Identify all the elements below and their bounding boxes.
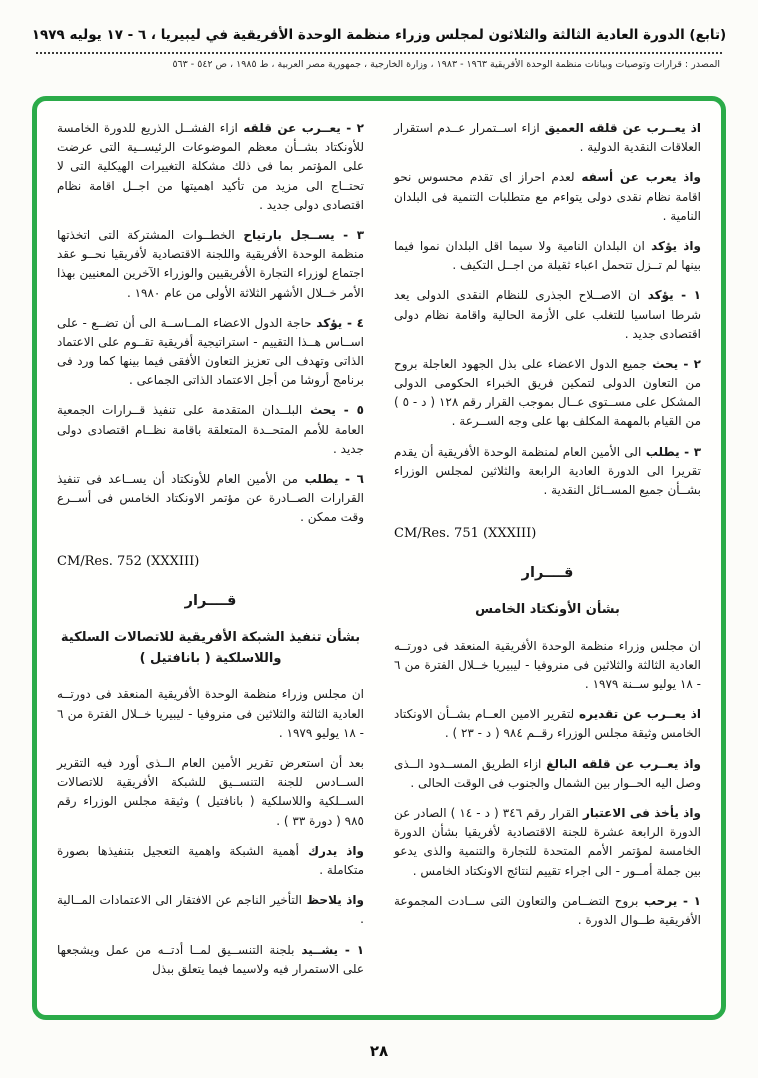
clause-lead: اذ يعــرب عن تقديره (574, 707, 701, 722)
clause-paragraph (57, 891, 364, 929)
item-text: بلجنة التنســيق لمــا أدتــه من عمل ويشجعها على الاستمرار فيه ولاسيما فيما يتعلق ببذل (57, 942, 364, 976)
clause-lead: واذ يعــرب عن قلقه البالغ (541, 756, 701, 771)
page-header (0, 0, 758, 72)
right-column (394, 119, 701, 1001)
clause-lead: واذ يأخذ فى الاعتبار (578, 805, 701, 820)
item-text: الى الأمين العام لمنظمة الوحدة الأفريقية أن يقدم تقريرا الى الدورة العادية الرابعة والثلاثين لمجلس الوزراء بشــأن جميع المســائل النقدية . (394, 444, 701, 497)
item-lead: ١ - يرحب (638, 893, 701, 908)
item-text: بروح التضــامن والتعاون التى ســادت المجموعة الأفريقية طــوال الدورة . (394, 893, 701, 927)
item-text: ان الاصــلاح الجذرى للنظام النقدى الدولى يعد شرطا اساسيا للتغلب على الأزمة الحالية واقامة نظام دولى اقتصادى جديد . (394, 288, 701, 341)
item-text: ازاء الفشــل الذريع للدورة الخامسة للأونكتاد بشــأن معظم الموضوعات الرئيســية التى عرضت على المؤتمر بما فى ذلك مشكلة التغييرات الهيكلية التى لا تحتــاج الى مزيد من تأكيد اهميتها من اجــل اقامة نظام اقتصادى دولى جديد . (57, 121, 364, 212)
clause-paragraph (394, 237, 701, 275)
clause-lead: واذ يؤكد (644, 238, 701, 253)
preamble-paragraph: بعد أن استعرض تقرير الأمين العام الــذى أورد فيه التقرير الســادس للجنة التنســيق للشبكة الأفريقية للاتصالات الســلكية واللاسلكية ( بانافتيل ) وثيقة مجلس الوزراء رقم ٩٨٥ ( دورة ٣٣ ) . (57, 756, 364, 828)
item-lead: ٢ - يحث (646, 356, 701, 371)
clause-text: ازاء اســتمرار عــدم استقرار العلاقات النقدية الدولية . (394, 121, 701, 155)
item-lead: ٤ - يؤكد (311, 315, 364, 330)
resolution-heading: قــــرار (521, 565, 574, 582)
numbered-item (57, 470, 364, 528)
numbered-item (57, 941, 364, 979)
item-text: الخطــوات المشتركة التى اتخذتها منظمة الوحدة الأفريقية واللجنة الاقتصادية لأفريقيا نحــو عقد اجتماع لوزراء التجارة الأفريقيين والوزراء الآخرين المعنيين بهذا الأمر خــلال الأشهر الثلاثة الأولى من عام ١٩٨٠ . (57, 227, 364, 300)
item-lead: ١ - يؤكد (640, 288, 701, 303)
clause-text: التأخير الناجم عن الافتقار الى الاعتمادات المــالية . (57, 893, 364, 927)
clause-lead: واذ يلاحظ (302, 893, 364, 908)
numbered-item (57, 314, 364, 391)
numbered-item (394, 443, 701, 501)
clause-paragraph (394, 168, 701, 226)
clause-paragraph (394, 755, 701, 793)
preamble-paragraph: ان مجلس وزراء منظمة الوحدة الأفريقية المنعقد فى دورتــه العادية الثالثة والثلاثين فى منروفيا - ليبيريا خــلال الفترة من ٦ - ١٨ يوليو ١٩٧٩ . (57, 687, 364, 740)
numbered-item (394, 355, 701, 432)
resolution-subject: بشأن تنفيذ الشبكة الأفريقية للاتصالات السلكية واللاسلكية ( بانافتيل ) (60, 629, 361, 666)
clause-text: لتقرير الامين العــام بشــأن الاونكتاد الخامس وثيقة مجلس الوزراء رقــم ٩٨٤ ( د - ٢٣ ) . (394, 707, 701, 741)
numbered-item (57, 401, 364, 459)
dotted-divider (36, 52, 722, 54)
resolution-subject: بشأن الأونكتاد الخامس (475, 602, 620, 618)
item-lead: ٥ - يحث (302, 403, 364, 418)
clause-paragraph (57, 842, 364, 880)
item-lead: ١ - يشــيد (294, 942, 365, 957)
item-lead: ٢ - يعــرب عن قلقه (237, 121, 364, 135)
two-column-layout (57, 119, 701, 1001)
preamble-paragraph: ان مجلس وزراء منظمة الوحدة الأفريقية المنعقد فى دورتــه العادية الثالثة والثلاثين فى منروفيا - ليبيريا خــلال الفترة من ٦ - ١٨ يوليو ســنة ١٩٧٩ . (394, 638, 701, 691)
source-citation: المصدر : قرارات وتوصيات وبيانات منظمة الوحدة الأفريقية ١٩٦٣ - ١٩٨٣ ، وزارة الخارجية ، جمهورية مصر العربية ، ط ١٩٨٥ ، ص ٥٤٢ - ٥٦٣ (172, 58, 720, 70)
resolution-heading: قــــرار (184, 592, 237, 609)
numbered-item (394, 286, 701, 344)
clause-text: ان البلدان النامية ولا سيما اقل البلدان نموا فيما بينها لم تــزل تتحمل اعباء ثقيلة من اجــل التكيف . (394, 238, 701, 273)
item-lead: ٣ - يطلب (641, 444, 702, 459)
numbered-item (57, 226, 364, 303)
item-lead: ٦ - يطلب (297, 472, 364, 486)
clause-text: ازاء الطريق المســدود الــذى وصل اليه الحــوار بين الشمال والجنوب فى الوقت الحالى . (394, 756, 701, 790)
clause-lead: واذ يدرك (298, 843, 364, 858)
clause-paragraph (394, 804, 701, 881)
page-number: ٢٨ (369, 1042, 389, 1060)
clause-paragraph (394, 705, 701, 743)
clause-text: القرار رقم ٣٤٦ ( د - ١٤ ) الصادر عن الدورة الرابعة عشرة للجنة الاقتصادية لأفريقيا بشأن الدورة الخامسة لمؤتمر الأمم المتحدة للتجارة والتنمية والذى يدعو بين جملة أمــور - الى اجراء تقييم لنتائج الاونكتاد الخامس . (394, 805, 701, 878)
item-text: البلــدان المتقدمة على تنفيذ قــرارات الجمعية العامة للأمم المتحــدة المتعلقة باقامة نظــام اقتصادى دولى جديد . (57, 403, 364, 456)
clause-lead: واذ يعرب عن أسفه (574, 170, 702, 185)
clause-paragraph (394, 119, 701, 157)
numbered-item (394, 892, 701, 930)
content-frame (32, 96, 726, 1020)
clause-lead: اذ يعــرب عن قلقه العميق (539, 121, 702, 135)
item-text: من الأمين العام للأونكتاد أن يســاعد فى تنفيذ القرارات الصــادرة عن مؤتمر الاونكتاد الخامس فى أســرع وقت ممكن . (57, 472, 364, 525)
item-text: جميع الدول الاعضاء على بذل الجهود العاجلة بروح من التعاون الدولى لتمكين فريق الخبراء الحكومى الدولى المشكل على مســتوى عــال بموجب القرار رقم ١٢٨ ( د - ٥ ) من القيام بالمهمة المكلف بها على وجه الســرعة . (394, 356, 701, 429)
left-column (57, 119, 364, 1001)
numbered-item (57, 119, 364, 215)
clause-text: لعدم احراز اى تقدم محسوس نحو اقامة نظام نقدى دولى يتواءم مع متطلبات التنمية فى البلدان النامية . (394, 170, 701, 223)
resolution-number: CM/Res. 751 (XXXIII) (394, 526, 537, 542)
item-lead: ٣ - يســجل بارتياح (234, 227, 365, 242)
resolution-number: CM/Res. 752 (XXXIII) (57, 553, 200, 569)
item-text: حاجة الدول الاعضاء المــاســة الى أن تضــع - على اســاس هــذا التقييم - استراتيجية أفريقية تقــوم على الاعتماد الذاتى وتهدف الى تعزيز التعاون الأفقى فيما بينها كما ورد فى برنامج أروشا من أجل الاعتماد الذاتى الجماعى . (57, 315, 364, 388)
document-title: (تابع) الدورة العادية الثالثة والثلاثون لمجلس وزراء منظمة الوحدة الأفريقية في ليبيريا ، ٦ - ١٧ يوليه ١٩٧٩ (31, 27, 727, 43)
clause-text: أهمية الشبكة واهمية التعجيل بتنفيذها بصورة متكاملة . (57, 843, 364, 877)
